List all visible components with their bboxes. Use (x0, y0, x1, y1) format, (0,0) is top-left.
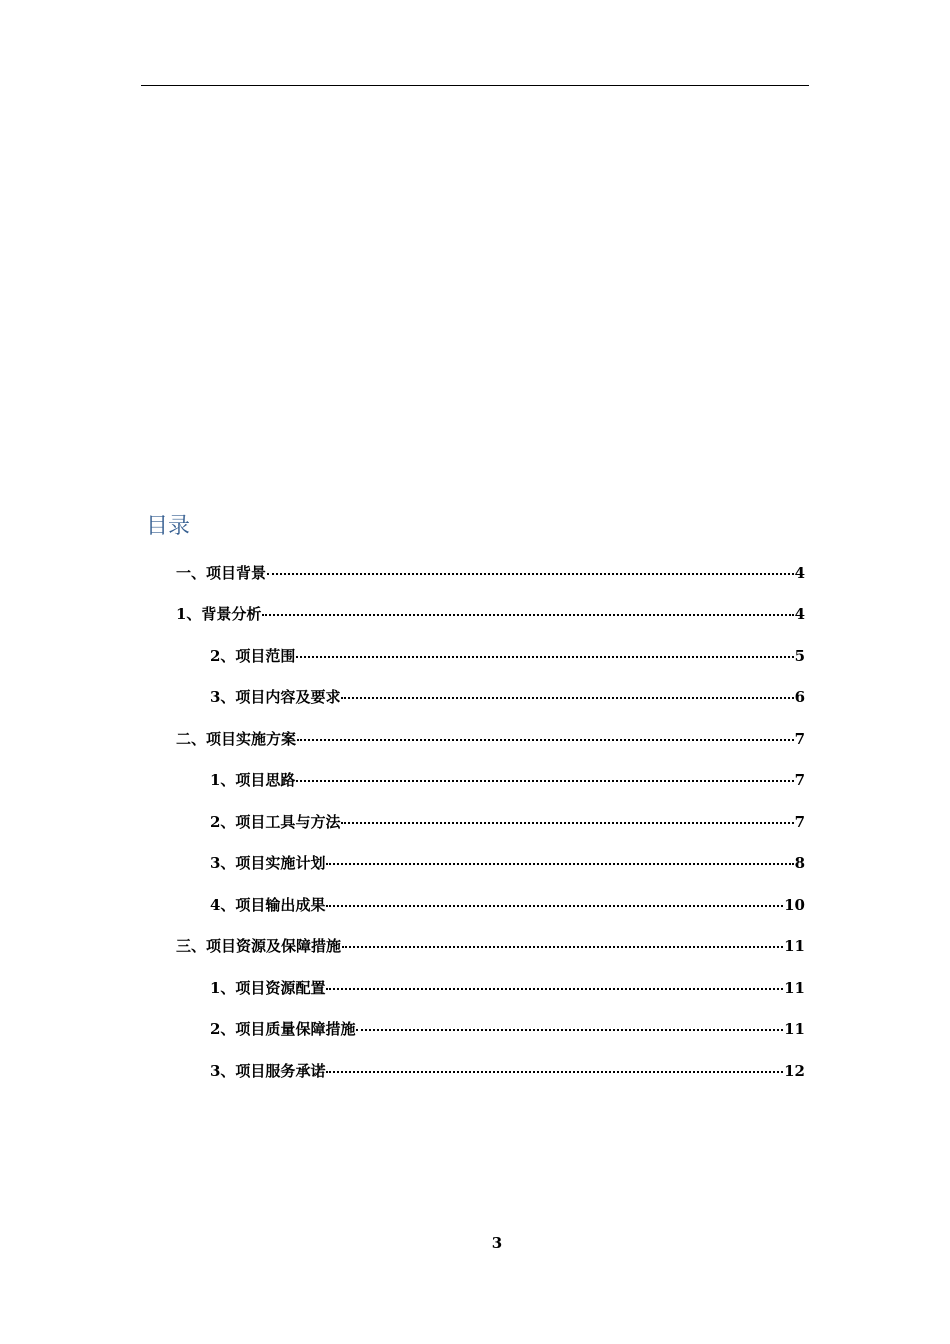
toc-entry[interactable] (176, 935, 805, 957)
page-number: 3 (491, 1234, 503, 1252)
toc-entry-title: 2、项目范围 (210, 647, 296, 665)
toc-dot-leader (262, 614, 793, 616)
toc-entry-title: 1、背景分析 (176, 605, 262, 623)
toc-entry[interactable] (210, 852, 805, 874)
toc-dot-leader (297, 739, 794, 741)
toc-dot-leader (326, 863, 793, 865)
toc-heading: 目录 (146, 514, 191, 539)
toc-dot-leader (326, 905, 783, 907)
toc-dot-leader (326, 1071, 783, 1073)
toc-entry-page: 4 (794, 605, 805, 623)
toc-entry[interactable] (210, 977, 805, 999)
toc-entry[interactable] (210, 645, 805, 667)
toc-dot-leader (296, 780, 793, 782)
toc-entry-page: 7 (794, 730, 805, 748)
toc-entry-title: 3、项目服务承诺 (210, 1062, 326, 1080)
toc-dot-leader (326, 988, 783, 990)
toc-entry-title: 1、项目思路 (210, 771, 296, 789)
toc-dot-leader (341, 822, 793, 824)
toc-entry-title: 3、项目内容及要求 (210, 688, 341, 706)
toc-entry-page: 11 (784, 1020, 805, 1038)
toc-entry[interactable] (210, 686, 805, 708)
toc-entry-title: 3、项目实施计划 (210, 854, 326, 872)
toc-dot-leader (342, 946, 783, 948)
toc-entry[interactable] (176, 728, 805, 750)
toc-entry-page: 5 (794, 647, 805, 665)
toc-entry-title: 2、项目质量保障措施 (210, 1020, 356, 1038)
toc-entry-page: 4 (794, 564, 805, 582)
toc-entry-page: 11 (784, 979, 805, 997)
toc-entry[interactable] (210, 1060, 805, 1082)
toc-entry-page: 11 (784, 937, 805, 955)
toc-dot-leader (296, 656, 793, 658)
toc-entry[interactable] (210, 811, 805, 833)
toc-dot-leader (356, 1029, 783, 1031)
toc-entry[interactable] (210, 769, 805, 791)
toc-entry-page: 7 (794, 771, 805, 789)
toc-entry-title: 二、项目实施方案 (176, 730, 297, 748)
toc-dot-leader (341, 697, 793, 699)
toc-entry-title: 1、项目资源配置 (210, 979, 326, 997)
toc-entry[interactable] (176, 562, 805, 584)
toc-entry-title: 4、项目输出成果 (210, 896, 326, 914)
toc-dot-leader (267, 573, 794, 575)
toc-entry-page: 10 (784, 896, 805, 914)
toc-entry-page: 12 (784, 1062, 805, 1080)
toc-entry-page: 8 (794, 854, 805, 872)
toc-entry[interactable] (210, 894, 805, 916)
toc-entry-title: 2、项目工具与方法 (210, 813, 341, 831)
toc-entry-title: 一、项目背景 (176, 564, 267, 582)
toc-entry-title: 三、项目资源及保障措施 (176, 937, 342, 955)
toc-entry-page: 6 (794, 688, 805, 706)
toc-entry[interactable] (176, 603, 805, 625)
toc-entry[interactable] (210, 1018, 805, 1040)
header-rule (141, 85, 809, 86)
toc-entry-page: 7 (794, 813, 805, 831)
